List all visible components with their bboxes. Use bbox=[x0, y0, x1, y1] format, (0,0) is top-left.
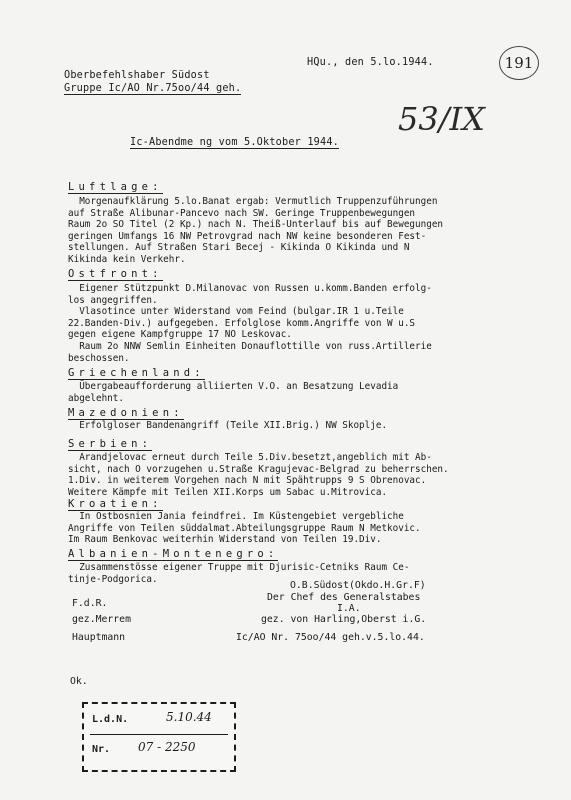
document-title: Ic-Abendme ng vom 5.Oktober 1944. bbox=[130, 137, 340, 148]
stamp-label-ldn: L.d.N. bbox=[92, 714, 129, 725]
closing-ok: Ok. bbox=[70, 676, 88, 687]
stamp-label-nr: Nr. bbox=[92, 744, 111, 755]
section-heading-serbien: Serbien: bbox=[68, 438, 153, 450]
section-heading-albanien-montenegro: Albanien-Montenegro: bbox=[68, 548, 279, 560]
signature-ia: I.A. bbox=[337, 603, 361, 614]
signature-chef-generalstab: Der Chef des Generalstabes bbox=[267, 592, 421, 603]
section-text-ostfront: Eigener Stützpunkt D.Milanovac von Russen u.komm.Banden erfolg- los angegriffen. Vlasotince unter Widerstand vom Feind (bulgar.IR 1 u.Teile 22.Banden-Div.) aufgegeben. Erfolglose komm.Angriffe von W u.S gegen eigene Kampfgruppe 17 NO Leskovac. Raum 2o NNW Semlin Einheiten Donauflottille von russ.Artillerie beschossen. bbox=[68, 283, 432, 364]
handwritten-reference: 53/IX bbox=[398, 100, 485, 138]
stamp-value-date: 5.10.44 bbox=[166, 710, 212, 724]
section-heading-griechenland: Griechenland: bbox=[68, 367, 205, 379]
section-heading-luftlage: Luftlage: bbox=[68, 181, 163, 193]
stamp-divider bbox=[90, 734, 228, 735]
section-heading-mazedonien: Mazedonien: bbox=[68, 407, 184, 419]
section-text-serbien: Arandjelovac erneut durch Teile 5.Div.besetzt,angeblich mit Ab- sicht, nach O vorzugehen u.Straße Kragujevac-Belgrad zu beherrschen. 1.Div. in weiterem Vorgehen nach N mit Spähtrupps 9 S Obrenovac. Weitere Kämpfe mit Teilen XII.Korps um Sabac u.Mitrovica. bbox=[68, 452, 449, 498]
section-text-mazedonien: Erfolgloser Bandenangriff (Teile XII.Brig.) NW Skoplje. bbox=[68, 420, 388, 431]
signature-gez-merrem: gez.Merrem bbox=[72, 614, 131, 625]
signature-von-harling: gez. von Harling,Oberst i.G. bbox=[261, 614, 427, 625]
place-date: HQu., den 5.lo.1944. bbox=[307, 57, 434, 68]
signature-fdr: F.d.R. bbox=[72, 598, 108, 609]
page-number-circle: 191 bbox=[499, 46, 539, 80]
section-text-albanien-montenegro: Zusammenstösse eigener Truppe mit Djurisic-Cetniks Raum Ce- tinje-Podgorica. bbox=[68, 562, 410, 585]
signature-hauptmann: Hauptmann bbox=[72, 632, 126, 643]
signature-reference: Ic/AO Nr. 75oo/44 geh.v.5.lo.44. bbox=[236, 632, 425, 643]
registry-stamp bbox=[82, 702, 236, 772]
section-text-griechenland: Übergabeaufforderung alliierten V.O. an Besatzung Levadia abgelehnt. bbox=[68, 381, 399, 404]
section-text-kroatien: In Ostbosnien Jania feindfrei. Im Küstengebiet vergebliche Angriffe von Teilen süddalmat.Abteilungsgruppe Raum N Metkovic. Im Raum Benkovac weiterhin Widerstand von Teilen 19.Div. bbox=[68, 511, 421, 546]
sender-line-1: Oberbefehlshaber Südost bbox=[64, 70, 210, 81]
section-text-luftlage: Morgenaufklärung 5.lo.Banat ergab: Vermutlich Truppenzuführungen auf Straße Alibunar-Pancevo nach SW. Geringe Truppenbewegungen Raum 2o SO Titel (2 Kp.) nach N. Theiß-Unterlauf bis auf Bewegungen geringen Umfangs 16 NW Petrovgrad nach NW keine besonderen Fest- stellungen. Auf Straßen Stari Becej - Kikinda O Kikinda und N Kikinda kein Verkehr. bbox=[68, 196, 444, 265]
signature-ob-suedost: O.B.Südost(Okdo.H.Gr.F) bbox=[290, 580, 426, 591]
section-heading-kroatien: Kroatien: bbox=[68, 498, 163, 510]
sender-line-2: Gruppe Ic/AO Nr.75oo/44 geh. bbox=[64, 83, 242, 94]
section-heading-ostfront: Ostfront: bbox=[68, 268, 163, 280]
stamp-value-number: 07 - 2250 bbox=[138, 740, 196, 754]
